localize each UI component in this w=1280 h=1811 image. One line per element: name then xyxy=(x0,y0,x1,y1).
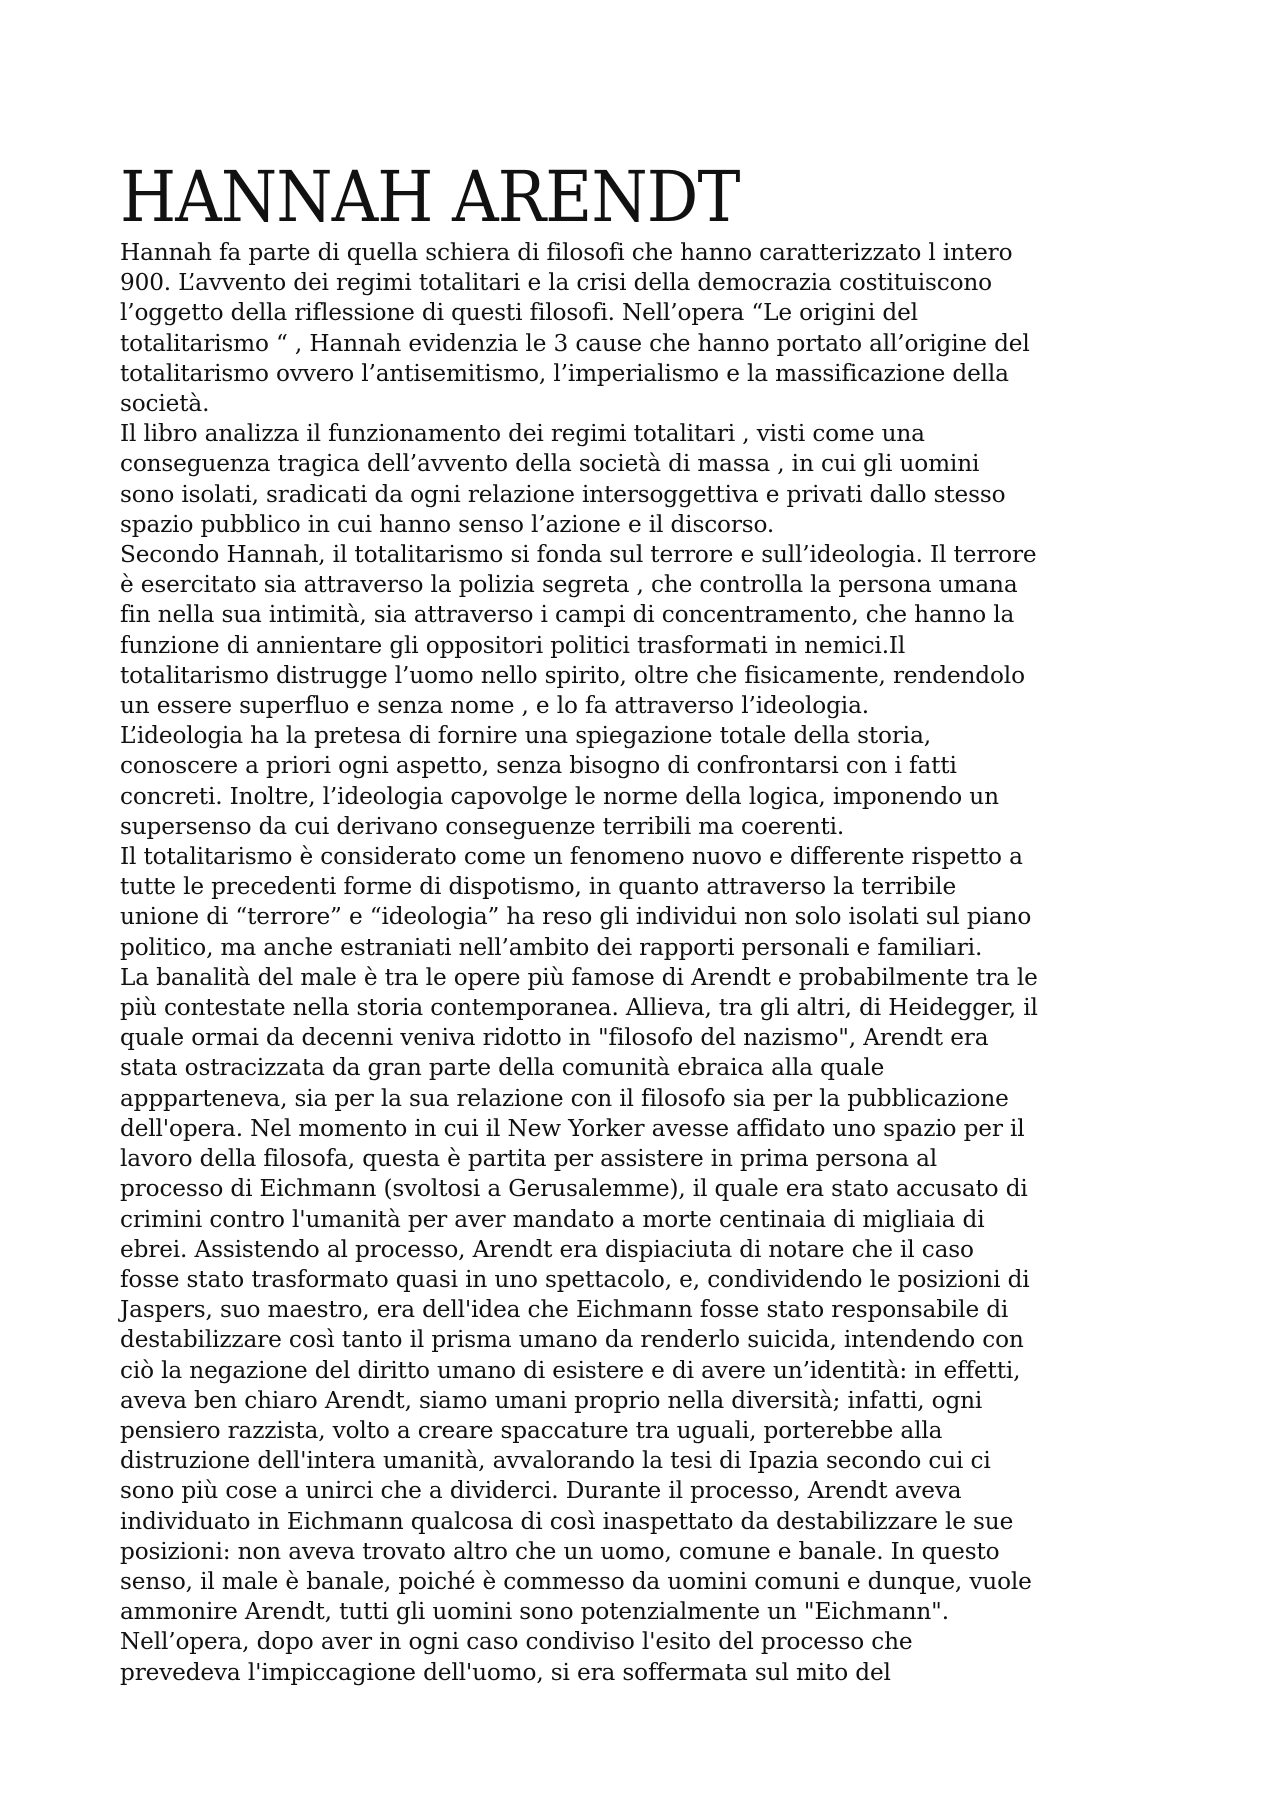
paragraph-banality-of-evil: La banalità del male è tra le opere più famose di Arendt e probabilmente tra le più contestate nella storia contemporanea. Allieva, tra gli altri, di Heidegger, il quale ormai da decenni veniva ridotto in "filosofo del nazismo", Arendt era stata ostracizzata da gran parte della comunità ebraica alla quale appparteneva, sia per la sua relazione con il filosofo sia per la pubblicazione dell'opera. Nel momento in cui il New Yorker avesse affidato uno spazio per il lavoro della filosofa, questa è partita per assistere in prima persona al processo di Eichmann (svoltosi a Gerusalemme), il quale era stato accusato di crimini contro l'umanità per aver mandato a morte centinaia di migliaia di ebrei. Assistendo al processo, Arendt era dispiaciuta di notare che il caso fosse stato trasformato quasi in uno spettacolo, e, condividendo le posizioni di Jaspers, suo maestro, era dell'idea che Eichmann fosse stato responsabile di destabilizzare così tanto il prisma umano da renderlo suicida, intendendo con ciò la negazione del diritto umano di esistere e di avere un’identità: in effetti, aveva ben chiaro Arendt, siamo umani proprio nella diversità; infatti, ogni pensiero razzista, volto a creare spaccature tra uguali, porterebbe alla distruzione dell'intera umanità, avvalorando la tesi di Ipazia secondo cui ci sono più cose a unirci che a dividerci. Durante il processo, Arendt aveva individuato in Eichmann qualcosa di così inaspettato da destabilizzare le sue posizioni: non aveva trovato altro che un uomo, comune e banale. In questo senso, il male è banale, poiché è commesso da uomini comuni e dunque, vuole ammonire Arendt, tutti gli uomini sono potenzialmente un "Eichmann". xyxy=(120,963,1038,1626)
document-body xyxy=(120,156,1180,1688)
paragraph-terror-ideology: Secondo Hannah, il totalitarismo si fonda sul terrore e sull’ideologia. Il terrore è esercitato sia attraverso la polizia segreta , che controlla la persona umana fin nella sua intimità, sia attraverso i campi di concentramento, che hanno la funzione di annientare gli oppositori politici trasformati in nemici.Il totalitarismo distrugge l’uomo nello spirito, oltre che fisicamente, rendendolo un essere superfluo e senza nome , e lo fa attraverso l’ideologia. xyxy=(120,541,1037,720)
paragraph-intro: Hannah fa parte di quella schiera di filosofi che hanno caratterizzato l intero 900. L’avvento dei regimi totalitari e la crisi della democrazia costituiscono l’oggetto della riflessione di questi filosofi. Nell’opera “Le origini del totalitarismo “ , Hannah evidenzia le 3 cause che hanno portato all’origine del totalitarismo ovvero l’antisemitismo, l’imperialismo e la massificazione della società. xyxy=(120,239,1030,418)
page-title: HANNAH ARENDT xyxy=(120,156,740,238)
paragraph-ideology: L’ideologia ha la pretesa di fornire una spiegazione totale della storia, conoscere a priori ogni aspetto, senza bisogno di confrontarsi con i fatti concreti. Inoltre, l’ideologia capovolge le norme della logica, imponendo un supersenso da cui derivano conseguenze terribili ma coerenti. xyxy=(120,722,999,840)
paragraph-book-analysis: Il libro analizza il funzionamento dei regimi totalitari , visti come una conseguenza tragica dell’avvento della società di massa , in cui gli uomini sono isolati, sradicati da ogni relazione intersoggettiva e privati dallo stesso spazio pubblico in cui hanno senso l’azione e il discorso. xyxy=(120,420,1006,538)
paragraph-conclusion: Nell’opera, dopo aver in ogni caso condiviso l'esito del processo che prevedeva l'impiccagione dell'uomo, si era soffermata sul mito del xyxy=(120,1628,913,1686)
paragraph-totalitarianism-new: Il totalitarismo è considerato come un fenomeno nuovo e differente rispetto a tutte le precedenti forme di dispotismo, in quanto attraverso la terribile unione di “terrore” e “ideologia” ha reso gli individui non solo isolati sul piano politico, ma anche estraniati nell’ambito dei rapporti personali e familiari. xyxy=(120,843,1032,961)
